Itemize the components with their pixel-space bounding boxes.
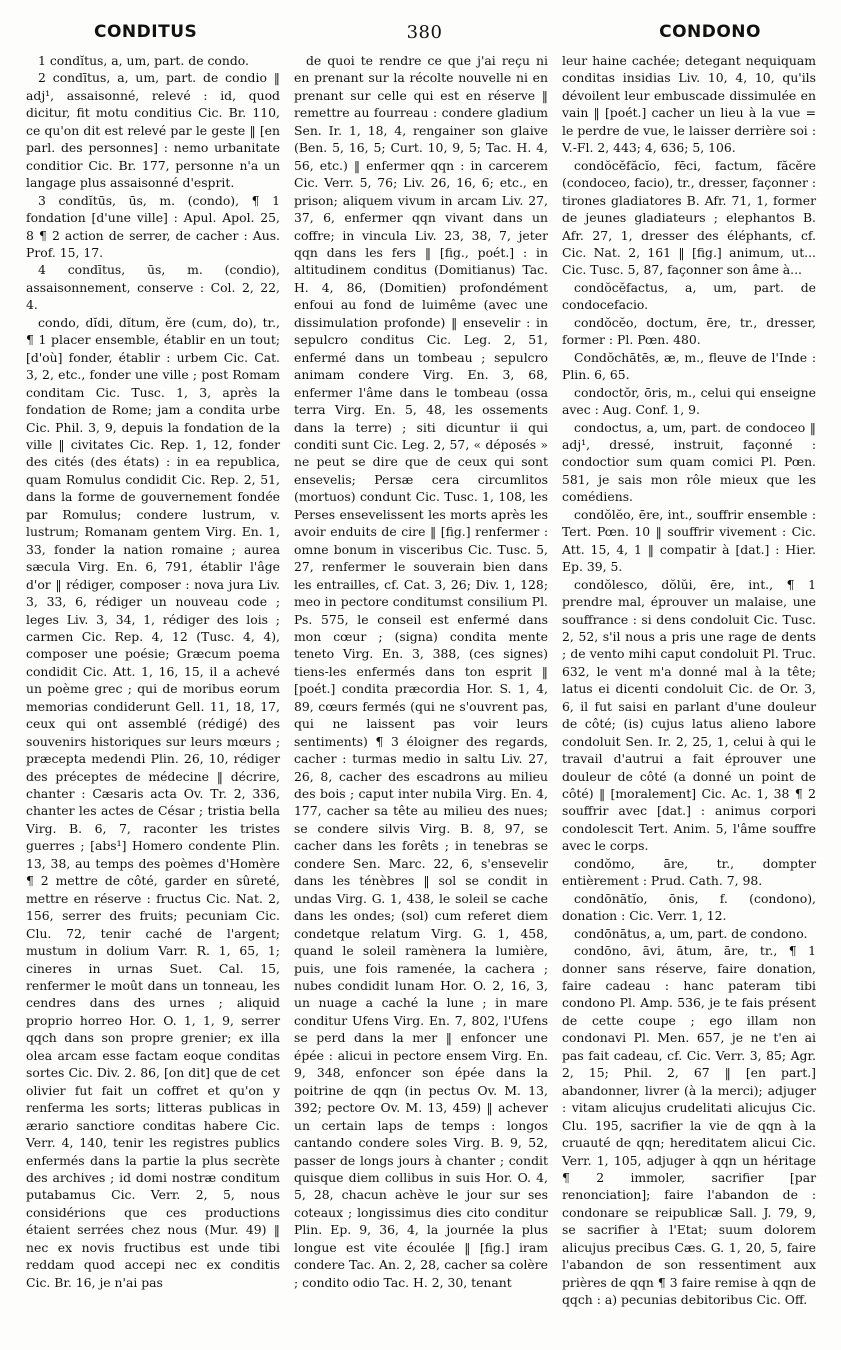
dictionary-entry: de quoi te rendre ce que j'ai reçu ni en prenant sur la récolte nouvelle ni en prenant sur celle qui est en réserve ‖ remettre au fourreau : condere gladium Sen. Ir. 1, 18, 4, rengainer son glaive (Ben. 5, 16, 5; Curt. 10, 9, 5; Tac. H. 4, 56, etc.) ‖ enfermer qqn : in carcerem Cic. Verr. 5, 76; Liv. 26, 16, 6; etc., en prison; aliquem vivum in arcam Liv. 27, 37, 6, enfermer qqn vivant dans un coffre; in vincula Liv. 23, 38, 7, jeter qqn dans les fers ‖ [fig., poét.] : in altitudinem conditus (Domitianus) Tac. H. 4, 86, (Domitien) profondément enfoui au fond de luimême (avec une dissimulation profonde) ‖ ensevelir : in sepulcro conditus Cic. Leg. 2, 51, enfermé dans un tombeau ; sepulcro animam condere Virg. En. 3, 68, enfermer l'âme dans le tombeau (ossa terra Virg. En. 5, 48, les ossements dans la terre) ; siti dicuntur ii qui conditi sunt Cic. Leg. 2, 57, « déposés » ne peut se dire que de ceux qui sont ensevelis; Persæ cera circumlitos (mortuos) condunt Cic. Tusc. 1, 108, les Perses ensevelissent les morts après les avoir enduits de cire ‖ [fig.] renfermer : omne bonum in visceribus Cic. Tusc. 5, 27, renfermer le souverain bien dans les entrailles, cf. Cat. 3, 26; Div. 1, 128; meo in pectore conditumst consilium Pl. Ps. 575, le conseil est enfermé dans mon cœur ; (signa) condita mente teneto Virg. En. 3, 388, (ces signes) tiens-les enfermés dans ton esprit ‖ [poét.] condita præcordia Hor. S. 1, 4, 89, cœurs fermés (qui ne s'ouvrent pas, qui ne laissent pas voir leurs sentiments) ¶ 3 éloigner des regards, cacher : turmas medio in saltu Liv. 27, 26, 8, cacher des escadrons au milieu des bois ; caput inter nubila Virg. En. 4, 177, cacher sa tête au milieu des nues; se condere silvis Virg. B. 8, 97, se cacher dans les forêts ; in tenebras se condere Sen. Marc. 22, 6, s'ensevelir dans les ténèbres ‖ sol se condit in undas Virg. G. 1, 438, le soleil se cache dans les ondes; (sol) cum referet diem condetque relatum Virg. G. 1, 458, quand le soleil ramènera la lumière, puis, une fois ramenée, la cachera ; nubes condidit lunam Hor. O. 2, 16, 3, un nuage a caché la lune ; in mare conditur Ufens Virg. En. 7, 802, l'Ufens se perd dans la mer ‖ enfoncer une épée : alicui in pectore ensem Virg. En. 9, 348, enfoncer son épée dans la poitrine de qqn (in pectus Ov. M. 13, 392; pectore Ov. M. 13, 459) ‖ achever un certain laps de temps : longos cantando condere soles Virg. B. 9, 52, passer de longs jours à chanter ; condit quisque diem collibus in suis Hor. O. 4, 5, 28, chacun achève le jour sur ses coteaux ; longissimus dies cito conditur Plin. Ep. 9, 36, 4, la journée la plus longue est vite écoulée ‖ [fig.] iram condere Tac. An. 2, 28, cacher sa colère ; condito odio Tac. H. 2, 30, tenant <box>294 53 548 1290</box>
dictionary-entry: condōno, āvi, ātum, āre, tr., ¶ 1 donner sans réserve, faire donation, faire cadeau : hanc pateram tibi condono Pl. Amp. 536, je te fais présent de cette coupe ; ego illam non condonavi Pl. Men. 657, je ne t'en ai pas fait cadeau, cf. Cic. Verr. 3, 85; Agr. 2, 15; Phil. 2, 67 ‖ [en part.] abandonner, livrer (à la merci); adjuger : vitam alicujus crudelitati alicujus Cic. Clu. 195, sacrifier la vie de qqn à la cruauté de qqn; hereditatem alicui Cic. Verr. 1, 105, adjuger à qqn un héritage ¶ 2 immoler, sacrifier [par renonciation]; faire l'abandon de : condonare se reipublicæ Sall. J. 79, 9, se sacrifier à l'Etat; suum dolorem alicujus precibus Cæs. G. 1, 20, 5, faire l'abandon de son ressentiment aux prières de qqn ¶ 3 faire remise à qqn de qqch : a) pecunias debitoribus Cic. Off. <box>562 943 816 1308</box>
dictionary-entry: condoctus, a, um, part. de condoceo ‖ adj¹, dressé, instruit, façonné : condoctior sum quam comici Pl. Pœn. 581, je sais mon rôle mieux que les comédiens. <box>562 419 816 505</box>
column-1 <box>26 52 280 1309</box>
dictionary-entry: 3 condĭtūs, ūs, m. (condo), ¶ 1 fondation [d'une ville] : Apul. Apol. 25, 8 ¶ 2 action de serrer, de cacher : Aus. Prof. 15, 17. <box>26 192 280 260</box>
text-columns <box>26 52 823 1309</box>
dictionary-entry: condoctŏr, ōris, m., celui qui enseigne avec : Aug. Conf. 1, 9. <box>562 384 816 418</box>
page-header <box>26 14 823 52</box>
dictionary-entry: condŏlesco, dŏlŭi, ēre, int., ¶ 1 prendre mal, éprouver un malaise, une souffrance : si dens condoluit Cic. Tusc. 2, 52, s'il nous a pris une rage de dents ; de vento mihi caput condoluit Pl. Truc. 632, le vent m'a donné mal à la tête; latus ei dicenti condoluit Cic. de Or. 3, 6, il fut saisi en parlant d'une douleur de côté; (is) cujus latus alieno labore condoluit Sen. Ir. 2, 25, 1, celui à qui le travail d'autrui a fait éprouver une douleur de côté (a donné un point de côté) ‖ [moralement] Cic. Ac. 1, 38 ¶ 2 souffrir avec [dat.] : animus corpori condolescit Tert. Anim. 5, l'âme souffre avec le corps. <box>562 576 816 854</box>
dictionary-entry: condŏcĕo, doctum, ēre, tr., dresser, former : Pl. Pœn. 480. <box>562 314 816 348</box>
column-3 <box>562 52 816 1309</box>
dictionary-entry: condŏcĕfăcĭo, fēci, factum, făcĕre (condoceo, facio), tr., dresser, façonner : tirones gladiatores B. Afr. 71, 1, former de jeunes gladiateurs ; elephantos B. Afr. 27, 1, dresser des éléphants, cf. Cic. Nat. 2, 161 ‖ [fig.] animum, ut... Cic. Tusc. 5, 87, façonner son âme à... <box>562 157 816 278</box>
dictionary-entry: condōnātus, a, um, part. de condono. <box>574 925 808 941</box>
page-number: 380 <box>406 22 443 43</box>
dictionary-entry: 2 condītus, a, um, part. de condio ‖ adj¹, assaisonné, relevé : id, quod dicitur, fit motu conditius Cic. Br. 110, ce qu'on dit est relevé par le geste ‖ [en parl. des personnes] : nemo urbanitate conditior Cic. Br. 177, personne n'a un langage plus assaisonné d'esprit. <box>26 70 280 191</box>
dictionary-entry: 1 condĭtus, a, um, part. de condo. <box>38 53 249 68</box>
dictionary-entry: Condŏchātēs, æ, m., fleuve de l'Inde : Plin. 6, 65. <box>562 349 816 383</box>
running-head-left: CONDITUS <box>94 22 198 42</box>
dictionary-entry: condŏlĕo, ēre, int., souffrir ensemble : Tert. Pœn. 10 ‖ souffrir vivement : Cic. Att. 15, 4, 1 ‖ compatir à [dat.] : Hier. Ep. 39, 5. <box>562 506 816 575</box>
dictionary-entry: 4 condītus, ūs, m. (condio), assaisonnement, conserve : Col. 2, 22, 4. <box>26 262 280 313</box>
column-2 <box>294 52 548 1309</box>
running-head-right: CONDONO <box>659 22 761 42</box>
dictionary-entry: condōnātĭo, ōnis, f. (condono), donation : Cic. Verr. 1, 12. <box>562 890 816 924</box>
dictionary-entry: leur haine cachée; detegant nequiquam conditas insidias Liv. 10, 4, 10, qu'ils dévoilent leur embuscade dissimulée en vain ‖ [poét.] cacher un lieu à la vue = le perdre de vue, le laisser derrière soi : V.-Fl. 2, 443; 4, 636; 5, 106. <box>562 53 816 156</box>
dictionary-entry: condŏmo, āre, tr., dompter entièrement : Prud. Cath. 7, 98. <box>562 855 816 889</box>
dictionary-entry: condo, dĭdi, dĭtum, ĕre (cum, do), tr., ¶ 1 placer ensemble, établir en un tout; [d'où] fonder, établir : urbem Cic. Cat. 3, 2, etc., fonder une ville ; post Romam conditam Cic. Tusc. 1, 3, après la fondation de Rome; jam a condita urbe Cic. Phil. 3, 9, depuis la fondation de la ville ‖ civitates Cic. Rep. 1, 12, fonder des cités (des états) : in ea republica, quam Romulus condidit Cic. Rep. 2, 51, dans la forme de gouvernement fondée par Romulus; condere lustrum, v. lustrum; Romanam gentem Virg. En. 1, 33, fonder la nation romaine ; aurea sæcula Virg. En. 6, 791, établir l'âge d'or ‖ rédiger, composer : nova jura Liv. 3, 33, 6, rédiger un nouveau code ; leges Liv. 3, 34, 1, rédiger des lois ; carmen Cic. Rep. 4, 12 (Tusc. 4, 4), composer une poésie; Græcum poema condidit Cic. Att. 1, 16, 15, il a achevé un poème grec ; qui de moribus eorum memorias condiderunt Gell. 11, 18, 17, ceux qui ont assemblé (rédigé) des souvenirs historiques sur leurs mœurs ; præcepta medendi Plin. 26, 10, rédiger des préceptes de médecine ‖ décrire, chanter : Cæsaris acta Ov. Tr. 2, 336, chanter les actes de César ; tristia bella Virg. B. 6, 7, raconter les tristes guerres ; [abs¹] Homero condente Plin. 13, 38, au temps des poèmes d'Homère ¶ 2 mettre de côté, garder en sûreté, mettre en réserve : fructus Cic. Nat. 2, 156, serrer des fruits; pecuniam Cic. Clu. 72, tenir caché de l'argent; mustum in dolium Varr. R. 1, 65, 1; cineres in urnas Suet. Cal. 15, renfermer le moût dans un tonneau, les cendres dans des urnes ; aliquid proprio horreo Hor. O. 1, 1, 9, serrer qqch dans son propre grenier; ex illa olea arcam esse factam eoque conditas sortes Cic. Div. 2. 86, [on dit] que de cet olivier fut fait un coffret et qu'on y renferma les sorts; litteras publicas in ærario sanctiore conditas habere Cic. Verr. 4, 140, tenir les registres publics enfermés dans la partie la plus secrète des archives ; id domi nostræ conditum putabamus Cic. Verr. 2, 5, nous considérions que ces productions étaient serrées chez nous (Mur. 49) ‖ nec ex novis fructibus est unde tibi reddam quod accepi nec ex conditis Cic. Br. 16, je n'ai pas <box>26 314 280 1290</box>
dictionary-entry: condŏcĕfactus, a, um, part. de condocefacio. <box>562 279 816 313</box>
